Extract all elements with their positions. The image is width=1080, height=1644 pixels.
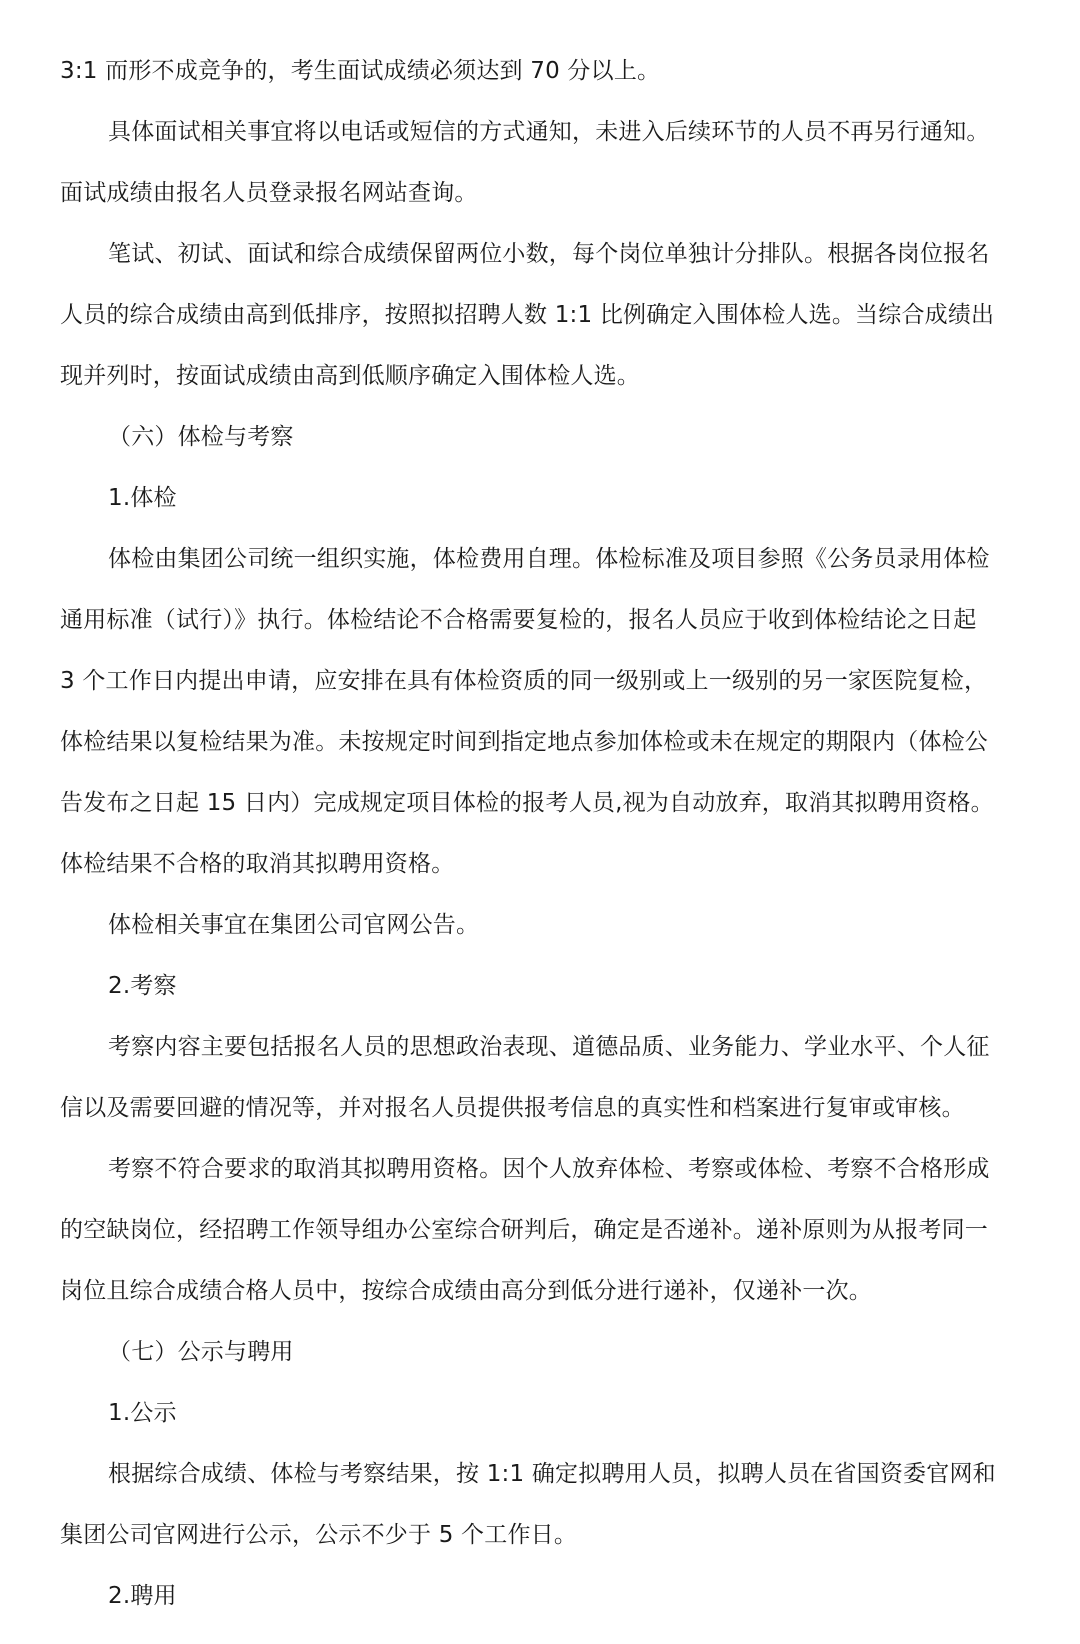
paragraph-line: 集团公司官网进行公示，公示不少于 5 个工作日。 — [60, 1522, 578, 1548]
paragraph-line: 体检相关事宜在集团公司官网公告。 — [108, 912, 480, 938]
paragraph-line: 岗位且综合成绩合格人员中，按综合成绩由高分到低分进行递补，仅递补一次。 — [60, 1278, 872, 1304]
paragraph-line: 信以及需要回避的情况等，并对报名人员提供报考信息的真实性和档案进行复审或审核。 — [60, 1095, 965, 1121]
paragraph-line: 通用标准（试行）》执行。体检结论不合格需要复检的，报名人员应于收到体检结论之日起 — [60, 607, 977, 633]
paragraph-line: 3:1 而形不成竞争的，考生面试成绩必须达到 70 分以上。 — [60, 58, 661, 84]
paragraph-line: 体检结果不合格的取消其拟聘用资格。 — [60, 851, 455, 877]
paragraph-line: 体检结果以复检结果为准。未按规定时间到指定地点参加体检或未在规定的期限内（体检公 — [60, 729, 988, 755]
paragraph-line: 的空缺岗位，经招聘工作领导组办公室综合研判后，确定是否递补。递补原则为从报考同一 — [60, 1217, 988, 1243]
subsection-heading: 2.聘用 — [108, 1583, 177, 1609]
paragraph-line: 体检由集团公司统一组织实施，体检费用自理。体检标准及项目参照《公务员录用体检 — [108, 546, 990, 572]
subsection-heading: 2.考察 — [108, 973, 177, 999]
paragraph-line: 考察不符合要求的取消其拟聘用资格。因个人放弃体检、考察或体检、考察不合格形成 — [108, 1156, 990, 1182]
paragraph-line: 根据综合成绩、体检与考察结果，按 1:1 确定拟聘用人员，拟聘人员在省国资委官网和 — [108, 1461, 996, 1487]
paragraph-line: 面试成绩由报名人员登录报名网站查询。 — [60, 180, 478, 206]
subsection-heading: 1.公示 — [108, 1400, 177, 1426]
paragraph-line: 笔试、初试、面试和综合成绩保留两位小数，每个岗位单独计分排队。根据各岗位报名 — [108, 241, 990, 267]
paragraph-line: 考察内容主要包括报名人员的思想政治表现、道德品质、业务能力、学业水平、个人征 — [108, 1034, 990, 1060]
section-heading: （七）公示与聘用 — [108, 1339, 294, 1365]
paragraph-line: 告发布之日起 15 日内）完成规定项目体检的报考人员,视为自动放弃，取消其拟聘用资格。 — [60, 790, 994, 816]
paragraph-line: 3 个工作日内提出申请，应安排在具有体检资质的同一级别或上一级别的另一家医院复检， — [60, 668, 988, 694]
paragraph-line: 具体面试相关事宜将以电话或短信的方式通知，未进入后续环节的人员不再另行通知。 — [108, 119, 990, 145]
subsection-heading: 1.体检 — [108, 485, 177, 511]
paragraph-line: 现并列时，按面试成绩由高到低顺序确定入围体检人选。 — [60, 363, 640, 389]
paragraph-line: 人员的综合成绩由高到低排序，按照拟招聘人数 1:1 比例确定入围体检人选。当综合成绩出 — [60, 302, 995, 328]
section-heading: （六）体检与考察 — [108, 424, 294, 450]
